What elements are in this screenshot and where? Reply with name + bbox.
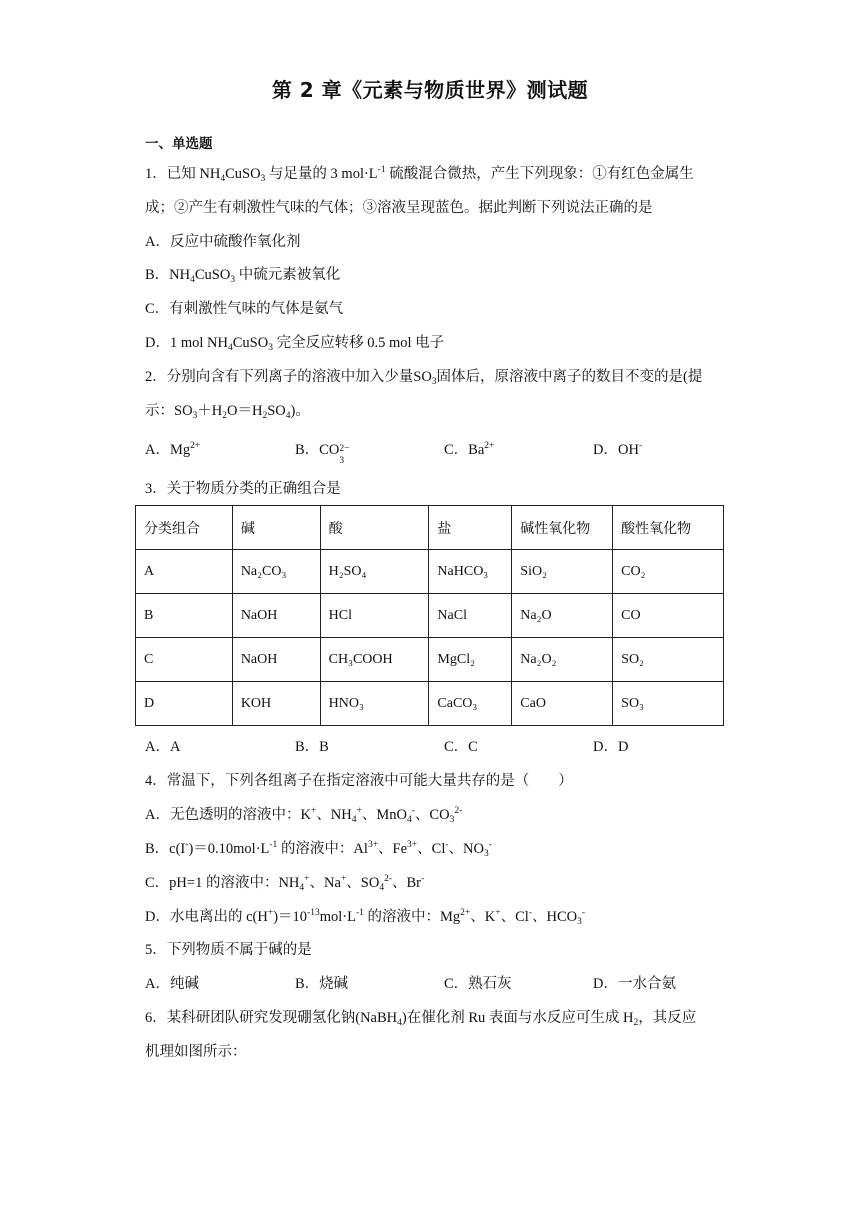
q1-stem-line2: 成；②产生有刺激性气味的气体；③溶液呈现蓝色。据此判断下列说法正确的是	[145, 200, 653, 216]
table-cell: NaOH	[232, 638, 320, 682]
table-header-cell: 碱	[232, 506, 320, 550]
q2-option-d: D．OH-	[593, 441, 643, 458]
section-heading: 一、单选题	[145, 136, 213, 152]
table-row	[136, 594, 724, 638]
q1-option-d: D．1 mol $NH_4CuSO_3$ 完全反应转移 0.5 mol 电子	[145, 335, 445, 353]
table-cell: Na₂CO₃	[232, 550, 320, 594]
table-cell: CaCO₃	[429, 682, 512, 726]
q3-option-c: C．C	[444, 739, 478, 755]
table-header-cell: 碱性氧化物	[512, 506, 613, 550]
table-cell: H₂SO₄	[320, 550, 429, 594]
table-cell: D	[136, 682, 233, 726]
table-cell: Na₂O₂	[512, 638, 613, 682]
q3-option-b: B．B	[295, 739, 329, 755]
q2-option-a: A．$Mg^{2+}$	[145, 441, 201, 458]
q6-stem-line1: 6．某科研团队研究发现硼氢化钠(NaBH$_4$)在催化剂 Ru 表面与水反应可生成 $H_2$，其反应	[145, 1010, 697, 1028]
q5-stem: 5．下列物质不属于碱的是	[145, 942, 312, 958]
table-cell: A	[136, 550, 233, 594]
table-cell: CH₃COOH	[320, 638, 429, 682]
q1-option-a: A．反应中硫酸作氧化剂	[145, 234, 301, 250]
q3-option-a: A．A	[145, 739, 181, 755]
q5-option-a: A．纯碱	[145, 976, 199, 992]
q5-option-d: D．一水合氨	[593, 976, 676, 992]
table-cell: SiO₂	[512, 550, 613, 594]
q4-stem: 4．常温下，下列各组离子在指定溶液中可能大量共存的是（ ）	[145, 773, 573, 789]
table-cell: MgCl₂	[429, 638, 512, 682]
table-cell: C	[136, 638, 233, 682]
q1-option-c: C．有刺激性气味的气体是氨气	[145, 301, 344, 317]
table-cell: Na₂O	[512, 594, 613, 638]
q3-stem: 3．关于物质分类的正确组合是	[145, 481, 341, 497]
table-cell: SO₃	[613, 682, 724, 726]
table-cell: NaHCO₃	[429, 550, 512, 594]
q4-option-c: C．pH=1 的溶液中：$NH_4^+$、Na+、$SO_4^{2-}$、Br-	[145, 874, 425, 893]
table-row	[136, 682, 724, 726]
q1-stem-line1: 1．已知 $NH_4CuSO_3$ 与足量的 3 $mol\cdot L^{-1}$ 硫酸混合微热，产生下列现象：①有红色金属生	[145, 165, 694, 184]
q3-option-d: D．D	[593, 739, 629, 755]
q2-stem-line1: 2．分别向含有下列离子的溶液中加入少量$SO_3$固体后，原溶液中离子的数目不变的是(提	[145, 369, 703, 387]
table-cell: B	[136, 594, 233, 638]
table-cell: HCl	[320, 594, 429, 638]
table-header-cell: 盐	[429, 506, 512, 550]
q2-stem-line2: 示：$SO_3+H_2O=H_2SO_4$)。	[145, 403, 310, 421]
q1-option-b: B．$NH_4CuSO_3$ 中硫元素被氧化	[145, 267, 341, 285]
q2-option-c: C．$Ba^{2+}$	[444, 441, 495, 458]
page-title: 第 2 章《元素与物质世界》测试题	[271, 78, 589, 102]
table-header-row	[136, 506, 724, 550]
table-cell: NaOH	[232, 594, 320, 638]
table-cell: NaCl	[429, 594, 512, 638]
q5-option-c: C．熟石灰	[444, 976, 512, 992]
table-row	[136, 550, 724, 594]
table-header-cell: 酸性氧化物	[613, 506, 724, 550]
table-cell: KOH	[232, 682, 320, 726]
table-cell: CaO	[512, 682, 613, 726]
table-row	[136, 638, 724, 682]
q2-option-b: B．CO 2− 3	[295, 442, 350, 466]
q5-option-b: B．烧碱	[295, 976, 349, 992]
table-cell: CO₂	[613, 550, 724, 594]
q6-stem-line2: 机理如图所示：	[145, 1044, 247, 1060]
table-header-cell: 酸	[320, 506, 429, 550]
table-header-cell: 分类组合	[136, 506, 233, 550]
table-cell: SO₂	[613, 638, 724, 682]
q4-option-a: A．无色透明的溶液中：K+、$NH_4^+$、MnO$_4$-、$CO_3^{2-}$	[145, 806, 463, 825]
table-cell: HNO₃	[320, 682, 429, 726]
table-cell: CO	[613, 594, 724, 638]
classification-table	[135, 505, 724, 726]
q4-option-d: D．水电离出的 $c(H^+)=10^{-13}mol\cdot L^{-1}$ 的溶液中：$Mg^{2+}$、K+、Cl-、$HCO_3^-$	[145, 908, 586, 927]
q4-option-b: B．$c(I^-)=0.10mol\cdot L^{-1}$ 的溶液中：$Al^{3+}$、$Fe^{3+}$、Cl-、$NO_3^-$	[145, 840, 492, 859]
